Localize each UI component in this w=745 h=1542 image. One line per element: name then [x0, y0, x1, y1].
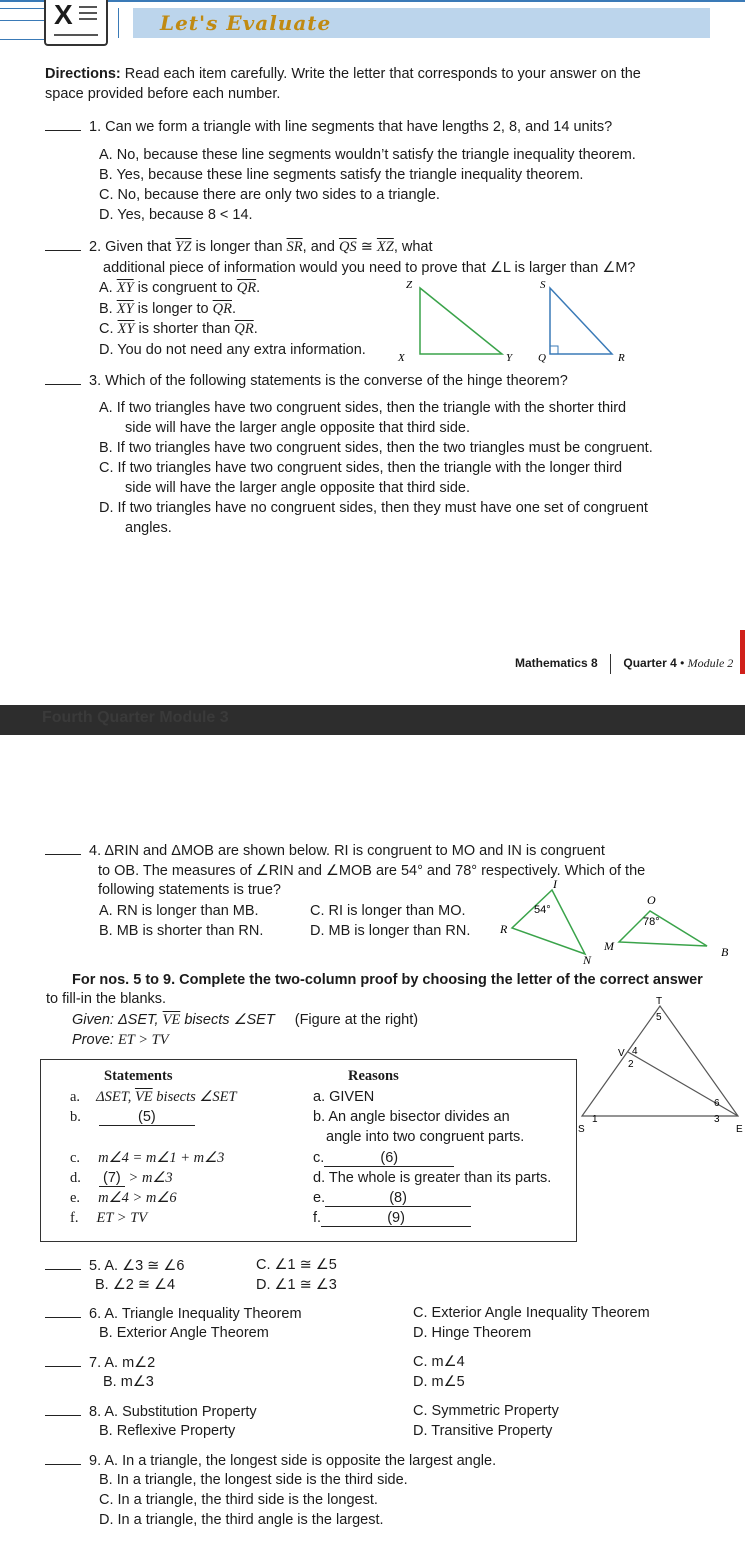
- segment-qr: $\overline{QR}$: [212, 301, 232, 317]
- segment-qr: $\overline{QR}$: [234, 321, 254, 337]
- proof-intro: [72, 972, 703, 988]
- q1-choice-a: A. No, because these line segments wouldn’t satisfy the triangle inequality theorem.: [99, 147, 636, 163]
- q2-triangles-figure: [390, 276, 640, 366]
- q2-text: , and: [302, 239, 339, 255]
- given-label: Given:: [72, 1012, 114, 1028]
- proof-intro-text: For nos. 5 to 9. Complete the two-column proof by choosing the letter of the correct answer: [72, 972, 703, 988]
- blank-8[interactable]: (8): [325, 1190, 471, 1207]
- segment-ve: $\overline{VE}$: [162, 1012, 181, 1028]
- q8-choice-b: B. Reflexive Property: [99, 1423, 236, 1439]
- question-2: [45, 238, 433, 256]
- col-reasons: Reasons: [348, 1068, 399, 1084]
- q2c-end: .: [253, 321, 258, 337]
- label-r: R: [500, 922, 508, 936]
- q8-number: 8.: [89, 1404, 102, 1420]
- label-o: O: [647, 893, 656, 907]
- triangle-xyz: [420, 288, 502, 354]
- prove-statement: ET > TV: [117, 1032, 169, 1048]
- segment-xy: $\overline{XY}$: [116, 280, 134, 296]
- page-footer: [515, 654, 733, 674]
- q2a-end: .: [256, 280, 261, 296]
- answer-blank-8[interactable]: [45, 1403, 81, 1416]
- question-5: [45, 1257, 184, 1274]
- q6-choice-d: D. Hinge Theorem: [413, 1325, 532, 1341]
- blank-7[interactable]: (7): [99, 1170, 125, 1187]
- dark-band: [0, 705, 745, 735]
- q9-choice-d: D. In a triangle, the third angle is the largest.: [99, 1512, 384, 1528]
- q9-choice-b: B. In a triangle, the longest side is the third side.: [99, 1472, 408, 1488]
- header-lines-left: [0, 8, 44, 40]
- angle-3: 3: [714, 1114, 720, 1125]
- q4-choice-b: B. MB is shorter than RN.: [99, 923, 264, 939]
- q3-choice-c: C. If two triangles have two congruent sides, then the triangle with the longer third: [99, 460, 623, 476]
- segment-xy: $\overline{XY}$: [116, 301, 134, 317]
- footer-module: Module 2: [687, 656, 734, 671]
- question-9: [45, 1452, 496, 1469]
- q2-text: ≅: [356, 239, 377, 255]
- statement-text: m∠4 > m∠6: [98, 1190, 177, 1206]
- label-q: Q: [538, 352, 546, 364]
- label-x: X: [398, 352, 405, 364]
- blank-6[interactable]: (6): [324, 1150, 454, 1167]
- statement-text: m∠4 = m∠1 + m∠3: [98, 1150, 225, 1166]
- statement-text: bisects ∠SET: [152, 1089, 237, 1105]
- q6-number: 6.: [89, 1306, 102, 1322]
- right-angle-mark: [550, 346, 558, 354]
- q7-number: 7.: [89, 1355, 102, 1371]
- row-letter: f.: [70, 1210, 79, 1226]
- label-e: E: [736, 1124, 743, 1135]
- label-n: N: [583, 953, 592, 967]
- label-i: I: [553, 877, 557, 891]
- q7-choice-a: A. m∠2: [104, 1355, 156, 1371]
- answer-blank-6[interactable]: [45, 1305, 81, 1318]
- answer-blank-2[interactable]: [45, 238, 81, 251]
- given-text: bisects ∠SET: [180, 1012, 275, 1028]
- q4-line2: to OB. The measures of ∠RIN and ∠MOB are 54° and 78° respectively. Which of the: [98, 863, 646, 879]
- header-lines-left2: [0, 20, 44, 21]
- row-letter: d.: [70, 1170, 81, 1186]
- bisector-ve: [628, 1052, 738, 1116]
- directions-text1: Read each item carefully. Write the letter that corresponds to your answer on the: [124, 66, 641, 82]
- q1-number: 1.: [89, 119, 102, 135]
- segment-qr: $\overline{QR}$: [236, 280, 257, 296]
- q3-choice-c-cont: side will have the larger angle opposite that third side.: [125, 480, 470, 496]
- label-b: B: [721, 945, 729, 959]
- q9-choice-a: A. In a triangle, the longest side is opposite the largest angle.: [104, 1453, 497, 1469]
- header-rule: [0, 0, 745, 2]
- label-s: S: [578, 1124, 585, 1135]
- answer-blank-4[interactable]: [45, 842, 81, 855]
- q2-text: , what: [393, 239, 433, 255]
- directions: [45, 66, 641, 82]
- q4-choice-d: D. MB is longer than RN.: [310, 923, 471, 939]
- question-1: [45, 118, 612, 135]
- q1-choice-b: B. Yes, because these line segments satisfy the triangle inequality theorem.: [99, 167, 584, 183]
- footer-red-marker: [740, 630, 745, 674]
- label-t: T: [656, 996, 663, 1007]
- q2-text: is longer than: [191, 239, 287, 255]
- q2-text: Given that: [105, 239, 176, 255]
- q2-choice-c: [99, 321, 258, 338]
- reason-c: [313, 1150, 454, 1167]
- q2a-letter: A.: [99, 280, 117, 296]
- q7-choice-c: C. m∠4: [413, 1354, 465, 1370]
- footer-bullet: •: [680, 656, 685, 671]
- triangle-rin: [512, 890, 585, 954]
- q9-number: 9.: [89, 1453, 102, 1469]
- reason-e: [313, 1190, 471, 1207]
- reason-b: b. An angle bisector divides an: [313, 1109, 510, 1125]
- q6-choice-b: B. Exterior Angle Theorem: [99, 1325, 269, 1341]
- angle-54: 54°: [534, 904, 551, 916]
- proof-row-a: [70, 1089, 237, 1106]
- q3-choice-b: B. If two triangles have two congruent sides, then the two triangles must be congruent.: [99, 440, 653, 456]
- q3-choice-d: D. If two triangles have no congruent sides, then they must have one set of congruent: [99, 500, 648, 516]
- reason-a: a. GIVEN: [313, 1089, 375, 1105]
- reason-b-cont: angle into two congruent parts.: [326, 1129, 525, 1145]
- q2c-text: is shorter than: [134, 321, 235, 337]
- q3-choice-a-cont: side will have the larger angle opposite that third side.: [125, 420, 470, 436]
- given-text: ΔSET,: [117, 1012, 163, 1028]
- row-letter: a.: [70, 1089, 81, 1105]
- question-3: [45, 372, 568, 389]
- q3-number: 3.: [89, 373, 102, 389]
- answer-blank-1[interactable]: [45, 118, 81, 131]
- label-z: Z: [406, 279, 413, 291]
- answer-blank-3[interactable]: [45, 372, 81, 385]
- q9-choice-c: C. In a triangle, the third side is the longest.: [99, 1492, 378, 1508]
- proof-given: [72, 1012, 418, 1029]
- segment-xy: $\overline{XY}$: [117, 321, 135, 337]
- proof-row-f: [70, 1210, 147, 1227]
- q5-choice-a: A. ∠3 ≅ ∠6: [104, 1258, 185, 1274]
- q1-stem: Can we form a triangle with line segments that have lengths 2, 8, and 14 units?: [105, 119, 613, 135]
- proof-row-c: [70, 1150, 224, 1167]
- label-s: S: [540, 279, 546, 291]
- q5-choice-d: D. ∠1 ≅ ∠3: [256, 1277, 337, 1293]
- checklist-icon: [44, 0, 108, 46]
- question-7: [45, 1354, 155, 1371]
- q2-choice-b: [99, 301, 236, 318]
- q2-number: 2.: [89, 239, 102, 255]
- directions-text2: space provided before each number.: [45, 86, 281, 102]
- blank-5[interactable]: (5): [99, 1109, 195, 1126]
- q2-choice-a: [99, 280, 260, 297]
- q1-choice-d: D. Yes, because 8 < 14.: [99, 207, 253, 223]
- dark-band-text: Fourth Quarter Module 3: [42, 709, 229, 726]
- segment-xz: $\overline{XZ}$: [376, 239, 394, 255]
- q4-choice-c: C. RI is longer than MO.: [310, 903, 466, 919]
- q4-number: 4.: [89, 843, 102, 859]
- q1-choice-c: C. No, because there are only two sides to a triangle.: [99, 187, 440, 203]
- q7-choice-b: B. m∠3: [103, 1374, 154, 1390]
- statement-text: > m∠3: [124, 1170, 173, 1186]
- q2b-end: .: [232, 301, 237, 317]
- q8-choice-d: D. Transitive Property: [413, 1423, 553, 1439]
- reason-letter: e.: [313, 1190, 326, 1206]
- proof-row-b: [70, 1109, 195, 1126]
- row-letter: b.: [70, 1109, 81, 1125]
- answer-blank-5[interactable]: [45, 1257, 81, 1270]
- reason-f: [313, 1210, 471, 1227]
- footer-subject: Mathematics 8: [515, 656, 598, 671]
- q2c-letter: C.: [99, 321, 118, 337]
- segment-qs: $\overline{QS}$: [338, 239, 357, 255]
- directions-label: Directions:: [45, 66, 121, 82]
- q6-choice-a: A. Triangle Inequality Theorem: [104, 1306, 302, 1322]
- answer-blank-7[interactable]: [45, 1354, 81, 1367]
- blank-9[interactable]: (9): [321, 1210, 471, 1227]
- q2b-letter: B.: [99, 301, 117, 317]
- q5-choice-c: C. ∠1 ≅ ∠5: [256, 1257, 337, 1273]
- q4-triangles-figure: [497, 876, 742, 968]
- angle-5: 5: [656, 1012, 662, 1023]
- prove-label: Prove:: [72, 1032, 114, 1048]
- question-6: [45, 1305, 302, 1322]
- label-m: M: [604, 939, 614, 953]
- angle-4: 4: [632, 1046, 638, 1057]
- row-letter: c.: [70, 1150, 81, 1166]
- label-v: V: [618, 1048, 625, 1059]
- proof-triangle-figure: [570, 994, 745, 1140]
- reason-letter: f.: [313, 1210, 322, 1226]
- reason-d: d. The whole is greater than its parts.: [313, 1170, 552, 1186]
- q3-choice-a: A. If two triangles have two congruent sides, then the triangle with the shorter third: [99, 400, 627, 416]
- q8-choice-c: C. Symmetric Property: [413, 1403, 559, 1419]
- statement-text: ET > TV: [96, 1210, 148, 1226]
- proof-intro-2: to fill-in the blanks.: [46, 991, 167, 1007]
- footer-quarter: Quarter 4: [623, 656, 677, 671]
- q2a-text: is congruent to: [133, 280, 237, 296]
- angle-2: 2: [628, 1059, 634, 1070]
- footer-divider: [610, 654, 611, 674]
- section-title: Let's Evaluate: [160, 11, 332, 35]
- q5-number: 5.: [89, 1258, 102, 1274]
- segment-sr: $\overline{SR}$: [286, 239, 303, 255]
- q2-line2: additional piece of information would you need to prove that ∠L is larger than ∠M?: [103, 260, 636, 276]
- q8-choice-a: A. Substitution Property: [104, 1404, 257, 1420]
- q2b-text: is longer to: [133, 301, 213, 317]
- segment-yz: $\overline{YZ}$: [175, 239, 192, 255]
- col-statements: Statements: [104, 1068, 173, 1084]
- proof-row-d: [70, 1170, 173, 1187]
- statement-text: ΔSET,: [96, 1089, 135, 1105]
- angle-1: 1: [592, 1114, 598, 1125]
- x-mark: X: [54, 0, 73, 30]
- label-r: R: [618, 352, 625, 364]
- q4-choice-a: A. RN is longer than MB.: [99, 903, 259, 919]
- q5-choice-b: B. ∠2 ≅ ∠4: [95, 1277, 176, 1293]
- triangle-mob: [619, 911, 707, 946]
- question-4: [45, 842, 605, 859]
- given-note: (Figure at the right): [294, 1012, 419, 1028]
- q2-choice-d: D. You do not need any extra information.: [99, 342, 366, 358]
- q4-line1: ΔRIN and ΔMOB are shown below. RI is congruent to MO and IN is congruent: [104, 843, 605, 859]
- q3-stem: Which of the following statements is the converse of the hinge theorem?: [105, 373, 568, 389]
- segment-ve: $\overline{VE}$: [134, 1089, 153, 1105]
- q4-line3: following statements is true?: [98, 882, 281, 898]
- q6-choice-c: C. Exterior Angle Inequality Theorem: [413, 1305, 650, 1321]
- row-letter: e.: [70, 1190, 81, 1206]
- angle-78: 78°: [643, 916, 660, 928]
- q3-choice-d-cont: angles.: [125, 520, 172, 536]
- question-8: [45, 1403, 257, 1420]
- q7-choice-d: D. m∠5: [413, 1374, 465, 1390]
- triangle-sqr: [550, 288, 612, 354]
- reason-letter: c.: [313, 1150, 325, 1166]
- answer-blank-9[interactable]: [45, 1452, 81, 1465]
- proof-prove: [72, 1032, 169, 1049]
- label-y: Y: [506, 352, 513, 364]
- proof-row-e: [70, 1190, 177, 1207]
- angle-6: 6: [714, 1098, 720, 1109]
